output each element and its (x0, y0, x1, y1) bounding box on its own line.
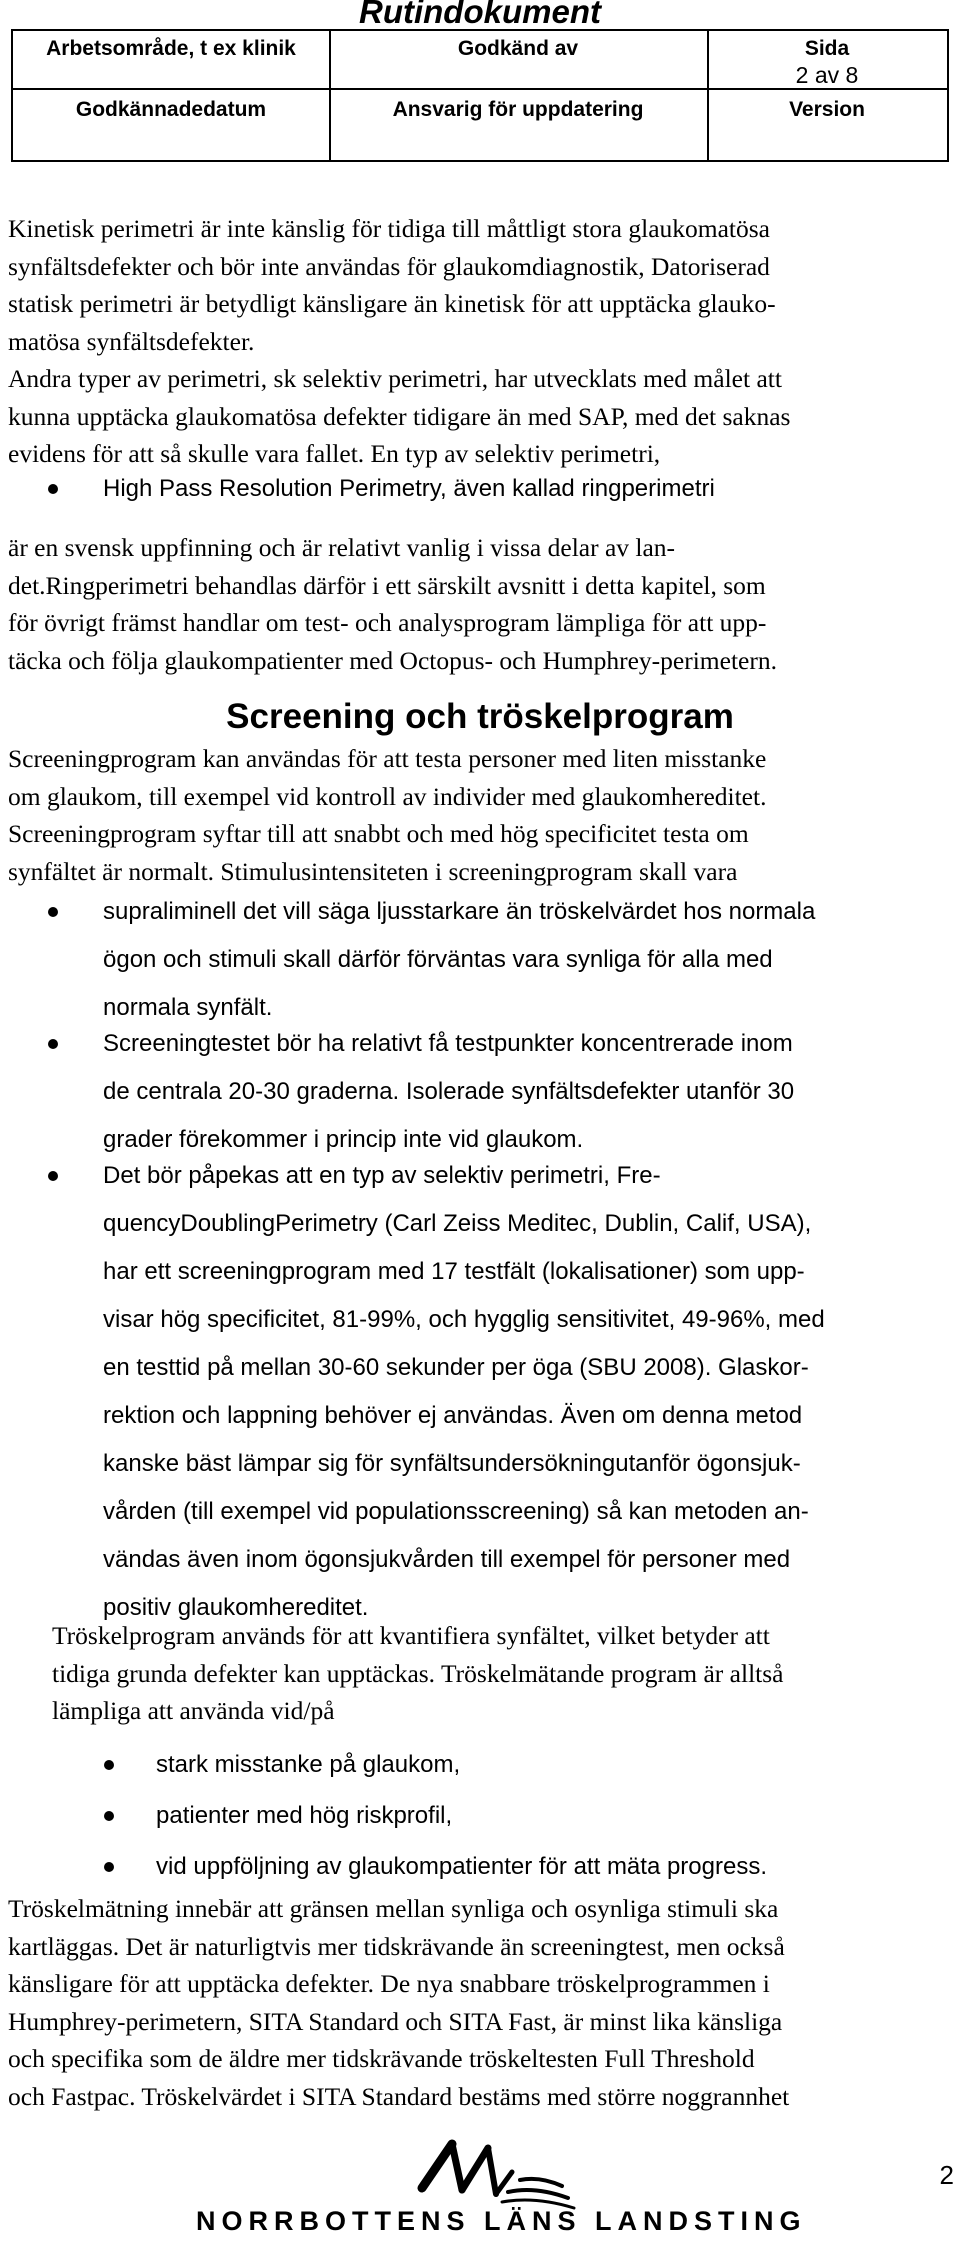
text-line: lämpliga att använda vid/på (52, 1696, 335, 1725)
text-line: Kinetisk perimetri är inte känslig för tidiga till måttligt stora glaukomatösa (8, 214, 770, 243)
text-line: Screeningprogram syftar till att snabbt och med hög specificitet testa om (8, 819, 749, 848)
bullet-supraliminal (103, 888, 815, 1032)
text-line: en testtid på mellan 30-60 sekunder per öga (SBU 2008). Glaskor- (103, 1354, 809, 1381)
text-line: och specifika som de äldre mer tidskrävande tröskeltesten Full Threshold (8, 2044, 755, 2073)
threshold-bullet-suspicion: stark misstanke på glaukom, (156, 1751, 461, 1778)
header-responsible-label: Ansvarig för uppdatering (392, 98, 644, 121)
header-table (11, 29, 949, 162)
text-line: det.Ringperimetri behandlas därför i ett särskilt avsnitt i detta kapitel, som (8, 570, 766, 600)
text-line: känsligare för att upptäcka defekter. De nya snabbare tröskelprogrammen i (8, 1969, 770, 1998)
text-line: ögon och stimuli skall därför förväntas vara synliga för alla med (103, 946, 773, 973)
header-approval-date-label: Godkännadedatum (75, 98, 267, 121)
text-line: är en svensk uppfinning och är relativt vanlig i vissa delar av lan- (8, 533, 676, 562)
paragraph-threshold-intro (52, 1617, 952, 1730)
text-line: har ett screeningprogram med 17 testfält (lokalisationer) som upp- (103, 1258, 805, 1285)
text-line: de centrala 20-30 graderna. Isolerade synfältsdefekter utanför 30 (103, 1078, 795, 1105)
text-line: synfältet är normalt. Stimulusintensiteten i screeningprogram skall vara (8, 856, 738, 886)
text-line: för övrigt främst handlar om test- och analysprogram lämpliga för att upp- (8, 608, 767, 637)
text-line: grader förekommer i princip inte vid glaukom. (103, 1126, 584, 1153)
text-line: Humphrey-perimetern, SITA Standard och SITA Fast, är minst lika känsliga (8, 2006, 783, 2036)
text-line: Det bör påpekas att en typ av selektiv perimetri, Fre- (103, 1162, 661, 1189)
header-row-divider (13, 88, 947, 90)
text-line: matösa synfältsdefekter. (8, 326, 255, 356)
paragraph-selective (8, 360, 956, 473)
document-title: Rutindokument (359, 0, 601, 30)
text-line: rektion och lappning behöver ej användas. Även om denna metod (103, 1402, 803, 1429)
bullet-dot (48, 907, 58, 917)
text-line: positiv glaukomhereditet. (103, 1594, 369, 1621)
threshold-bullet-followup: vid uppföljning av glaukompatienter för att mäta progress. (156, 1853, 768, 1880)
bullet-dot (48, 1039, 58, 1049)
page-number: 2 (939, 2160, 954, 2190)
bullet-dot (104, 1760, 114, 1770)
bullet-dot (104, 1862, 114, 1872)
bullet-dot (48, 484, 58, 494)
text-line: vården (till exempel vid populationsscreening) så kan metoden an- (103, 1498, 809, 1525)
bullet-dot (104, 1811, 114, 1821)
text-line: quencyDoublingPerimetry (Carl Zeiss Meditec, Dublin, Calif, USA), (103, 1210, 812, 1237)
bullet-fdt (103, 1152, 825, 1632)
threshold-bullet-risk: patienter med hög riskprofil, (156, 1802, 453, 1829)
text-line: Tröskelprogram används för att kvantifiera synfältet, vilket betyder att (52, 1621, 770, 1650)
text-line: kanske bäst lämpar sig för synfältsundersökningutanför ögonsjuk- (103, 1450, 801, 1477)
text-line: Andra typer av perimetri, sk selektiv perimetri, har utvecklats med målet att (8, 364, 782, 393)
text-line: statisk perimetri är betydligt känsligare än kinetisk för att upptäcka glauko- (8, 289, 776, 318)
text-line: kunna upptäcka glaukomatösa defekter tidigare än med SAP, med det saknas (8, 401, 791, 431)
header-workarea-label: Arbetsområde, t ex klinik (46, 37, 296, 60)
text-line: täcka och följa glaukompatienter med Octopus- och Humphrey-perimetern. (8, 645, 777, 675)
organization-name: NORRBOTTENS LÄNS LANDSTING (196, 2206, 807, 2236)
bullet-hprp: High Pass Resolution Perimetry, även kallad ringperimetri (103, 475, 715, 502)
text-line: visar hög specificitet, 81-99%, och hygglig sensitivitet, 49-96%, med (103, 1306, 825, 1333)
text-line: tidiga grunda defekter kan upptäckas. Tröskelmätande program är alltså (52, 1658, 784, 1688)
text-line: evidens för att så skulle vara fallet. En typ av selektiv perimetri, (8, 439, 661, 468)
header-version-label: Version (789, 98, 865, 121)
paragraph-ring (8, 529, 956, 679)
header-approved-by-label: Godkänd av (457, 37, 579, 60)
paragraph-screening-intro (8, 740, 956, 890)
text-line: Tröskelmätning innebär att gränsen mellan synliga och osynliga stimuli ska (8, 1894, 779, 1923)
section-heading: Screening och tröskelprogram (226, 697, 734, 736)
text-line: och Fastpac. Tröskelvärdet i SITA Standard bestäms med större noggrannhet (8, 2081, 790, 2111)
text-line: synfältsdefekter och bör inte användas för glaukomdiagnostik, Datoriserad (8, 251, 770, 281)
text-line: kartläggas. Det är naturligtvis mer tidskrävande än screeningtest, men också (8, 1931, 785, 1961)
text-line: Screeningtestet bör ha relativt få testpunkter koncentrerade inom (103, 1030, 793, 1057)
text-line: supraliminell det vill säga ljusstarkare än tröskelvärdet hos normala (103, 898, 816, 925)
text-line: Screeningprogram kan användas för att testa personer med liten misstanke (8, 744, 767, 773)
paragraph-kinetic (8, 210, 956, 360)
text-line: om glaukom, till exempel vid kontroll av individer med glaukomhereditet. (8, 781, 767, 811)
header-page-label: Sida (804, 37, 850, 60)
header-page-value: 2 av 8 (795, 62, 859, 88)
text-line: vändas även inom ögonsjukvården till exempel för personer med (103, 1546, 791, 1573)
text-line: normala synfält. (103, 994, 273, 1021)
paragraph-threshold-measurement (8, 1890, 956, 2115)
bullet-dot (48, 1171, 58, 1181)
bullet-test-points (103, 1020, 794, 1164)
